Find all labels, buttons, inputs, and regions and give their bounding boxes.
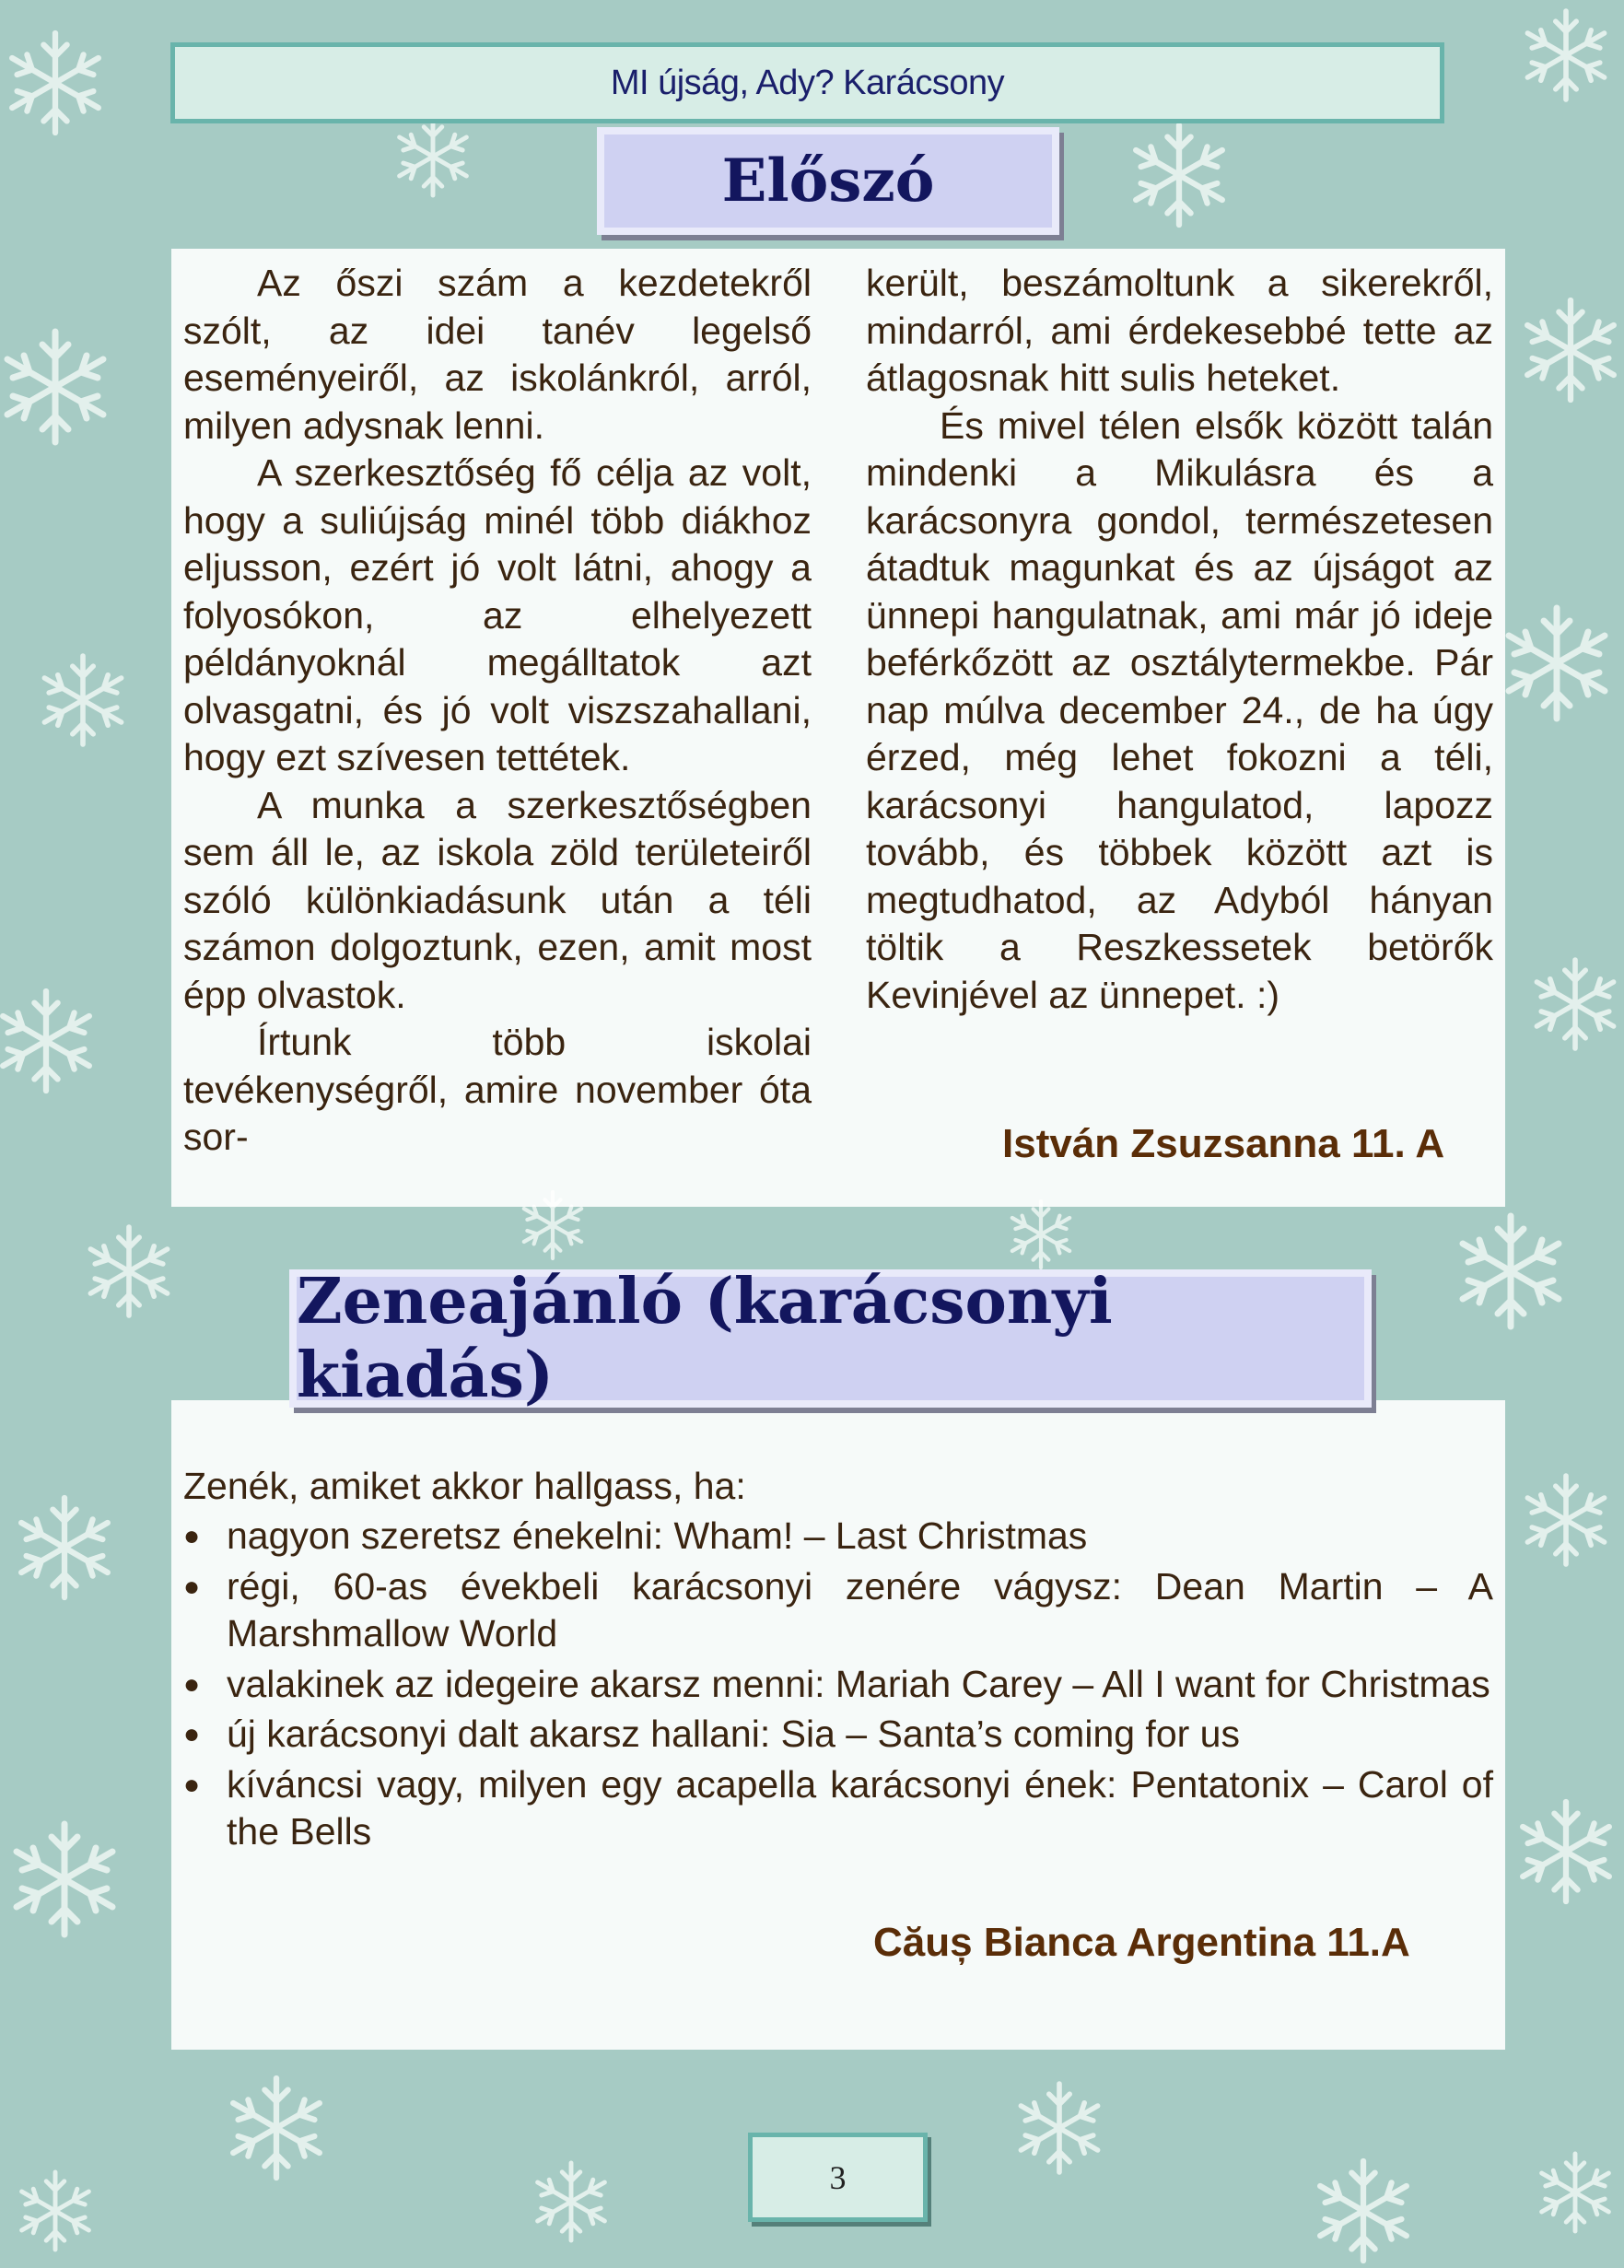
foreword-title-box <box>597 127 1059 235</box>
paragraph: És mivel télen elsők között talán mindenki a Mikulásra és a karácsonyra gondol, természetesen átadtuk magunkat és az újságot az ünnepi hangulatnak, ami már jó ideje beférkőzött az osztálytermekbe. Pár nap múlva december 24., de ha úgy érzed, még lehet fokozni a téli, karácsonyi hangulatod, lapozz tovább, és többek között azt is megtudhatod, az Adyból hányan töltik a Reszkessetek betörők Kevinjével az ünnepet. :) <box>866 403 1493 1016</box>
foreword-left-column <box>183 260 812 1162</box>
magazine-header <box>170 42 1444 123</box>
paragraph: Az őszi szám a kezdetekről szólt, az idei tanév legelső eseményeiről, az iskolánkról, arról, milyen adysnak lenni. <box>183 262 812 447</box>
bullet-icon: ● <box>183 1719 201 1749</box>
header-title: MI újság, Ady? Karácsony <box>610 63 1005 102</box>
bullet-icon: ● <box>183 1668 201 1700</box>
list-item: ● nagyon szeretsz énekelni: Wham! – Last Christmas <box>183 1513 1493 1561</box>
foreword-right-column <box>866 260 1493 1019</box>
foreword-author: István Zsuzsanna 11. A <box>1002 1121 1445 1166</box>
paragraph: Írtunk több iskolai tevékenységről, amire november óta sor- <box>183 1021 812 1158</box>
foreword-title: Előszó <box>721 146 935 216</box>
list-item: ● új karácsonyi dalt akarsz hallani: Sia – Santa’s coming for us <box>183 1711 1493 1759</box>
list-item: ● régi, 60-as évekbeli karácsonyi zenére vágysz: Dean Martin – A Marshmallow World <box>183 1564 1493 1654</box>
paragraph: került, beszámoltunk a sikerekről, mindarról, ami érdekesebbé tette az átlagosnak hitt sulis heteket. <box>866 262 1493 399</box>
music-author: Căuș Bianca Argentina 11.A <box>873 1920 1410 1965</box>
music-list <box>183 1513 1493 1859</box>
music-title-box <box>289 1265 1372 1412</box>
bullet-icon: ● <box>183 1769 201 1800</box>
music-title: Zeneajánló (karácsonyi kiadás) <box>297 1265 1113 1412</box>
music-intro: Zenék, amiket akkor hallgass, ha: <box>183 1465 746 1507</box>
paragraph: A munka a szerkesztőségben sem áll le, az iskola zöld területeiről szóló különkiadásunk után a téli számon dolgoztunk, ezen, amit most épp olvastok. <box>183 783 812 1016</box>
bullet-icon: ● <box>183 1521 201 1551</box>
list-item: ● kíváncsi vagy, milyen egy acapella karácsonyi ének: Pentatonix – Carol of the Bells <box>183 1762 1493 1853</box>
paragraph: A szerkesztőség fő célja az volt, hogy a suliújság minél több diákhoz eljusson, ezért jó volt látni, ahogy a folyosókon, az elhelyezett példányoknál megálltatok azt olvasgatni, és jó volt viszszahallani, hogy ezt szívesen tettétek. <box>183 451 812 778</box>
list-item: ● valakinek az idegeire akarsz menni: Mariah Carey – All I want for Christmas <box>183 1661 1493 1709</box>
page-number: 3 <box>748 2133 928 2222</box>
bullet-icon: ● <box>183 1571 201 1602</box>
